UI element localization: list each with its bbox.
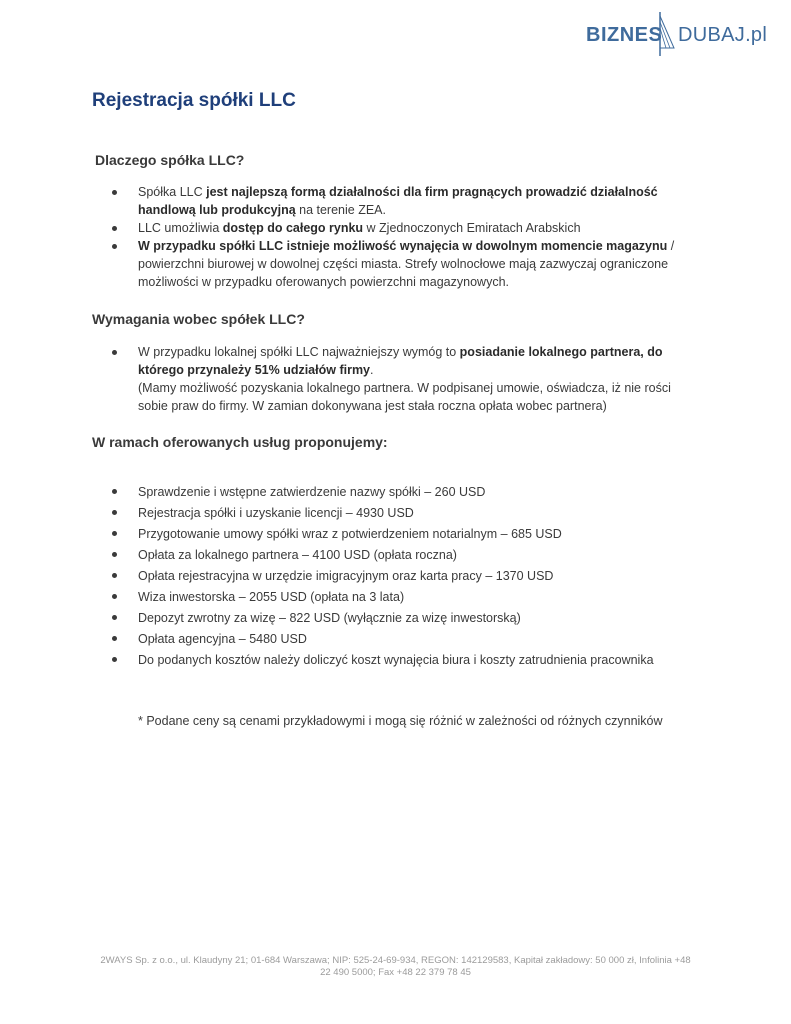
list-item: Depozyt zwrotny za wizę – 822 USD (wyłącznie za wizę inwestorską): [112, 608, 702, 629]
list-item: Sprawdzenie i wstępne zatwierdzenie nazwy spółki – 260 USD: [112, 482, 702, 503]
bullet-icon: [112, 489, 117, 494]
list-item: W przypadku spółki LLC istnieje możliwość wynajęcia w dowolnym momencie magazynu / powierzchni biurowej w dowolnej części miasta. Strefy wolnocłowe mają zazwyczaj ograniczone możliwości w przypadku oferowanych powierzchni magazynowych.: [112, 237, 702, 291]
bullet-icon: [112, 350, 117, 355]
list-item: LLC umożliwia dostęp do całego rynku w Zjednoczonych Emiratach Arabskich: [112, 219, 702, 237]
list-item: Wiza inwestorska – 2055 USD (opłata na 3 lata): [112, 587, 702, 608]
bullet-icon: [112, 615, 117, 620]
sailboat-icon: [652, 12, 678, 56]
section-heading-services: W ramach oferowanych usług proponujemy:: [92, 434, 388, 450]
list-item: Spółka LLC jest najlepszą formą działalności dla firm pragnących prowadzić działalność handlową lub produkcyjną na terenie ZEA.: [112, 183, 702, 219]
company-logo: [586, 10, 776, 58]
list-item: Opłata agencyjna – 5480 USD: [112, 629, 702, 650]
price-disclaimer: * Podane ceny są cenami przykładowymi i mogą się różnić w zależności od różnych czynników: [138, 714, 663, 728]
bullet-icon: [112, 244, 117, 249]
bullet-icon: [112, 226, 117, 231]
bullet-icon: [112, 510, 117, 515]
logo-text-biznes: BIZNES: [586, 24, 663, 46]
services-cost-list: [112, 482, 702, 671]
bullet-icon: [112, 531, 117, 536]
list-item: Rejestracja spółki i uzyskanie licencji – 4930 USD: [112, 503, 702, 524]
bullet-icon: [112, 657, 117, 662]
why-llc-list: [112, 183, 702, 291]
bullet-icon: [112, 636, 117, 641]
footer-line-2: 22 490 5000; Fax +48 22 379 78 45: [320, 967, 471, 978]
footer: [80, 955, 711, 979]
bullet-icon: [112, 594, 117, 599]
list-item: Opłata za lokalnego partnera – 4100 USD (opłata roczna): [112, 545, 702, 566]
section-heading-why-llc: Dlaczego spółka LLC?: [95, 152, 245, 168]
section-heading-requirements: Wymagania wobec spółek LLC?: [92, 311, 305, 327]
logo-text-dubaj: DUBAJ.pl: [678, 24, 768, 46]
bullet-icon: [112, 573, 117, 578]
bullet-icon: [112, 190, 117, 195]
requirements-list: [112, 343, 702, 415]
footer-line-1: 2WAYS Sp. z o.o., ul. Klaudyny 21; 01-684 Warszawa; NIP: 525-24-69-934, REGON: 142129583, Kapitał zakładowy: 50 000 zł, Infolinia +48: [100, 955, 691, 966]
list-item: W przypadku lokalnej spółki LLC najważniejszy wymóg to posiadanie lokalnego partnera, do którego przynależy 51% udziałów firmy. (Mamy możliwość pozyskania lokalnego partnera. W podpisanej umowie, oświadcza, iż nie rości sobie praw do firmy. W zamian dokonywana jest stała roczna opłata wobec partnera): [112, 343, 702, 415]
list-item: Opłata rejestracyjna w urzędzie imigracyjnym oraz karta pracy – 1370 USD: [112, 566, 702, 587]
page-title: Rejestracja spółki LLC: [92, 90, 296, 111]
list-item: Do podanych kosztów należy doliczyć koszt wynajęcia biura i koszty zatrudnienia pracownika: [112, 650, 702, 671]
bullet-icon: [112, 552, 117, 557]
list-item: Przygotowanie umowy spółki wraz z potwierdzeniem notarialnym – 685 USD: [112, 524, 702, 545]
